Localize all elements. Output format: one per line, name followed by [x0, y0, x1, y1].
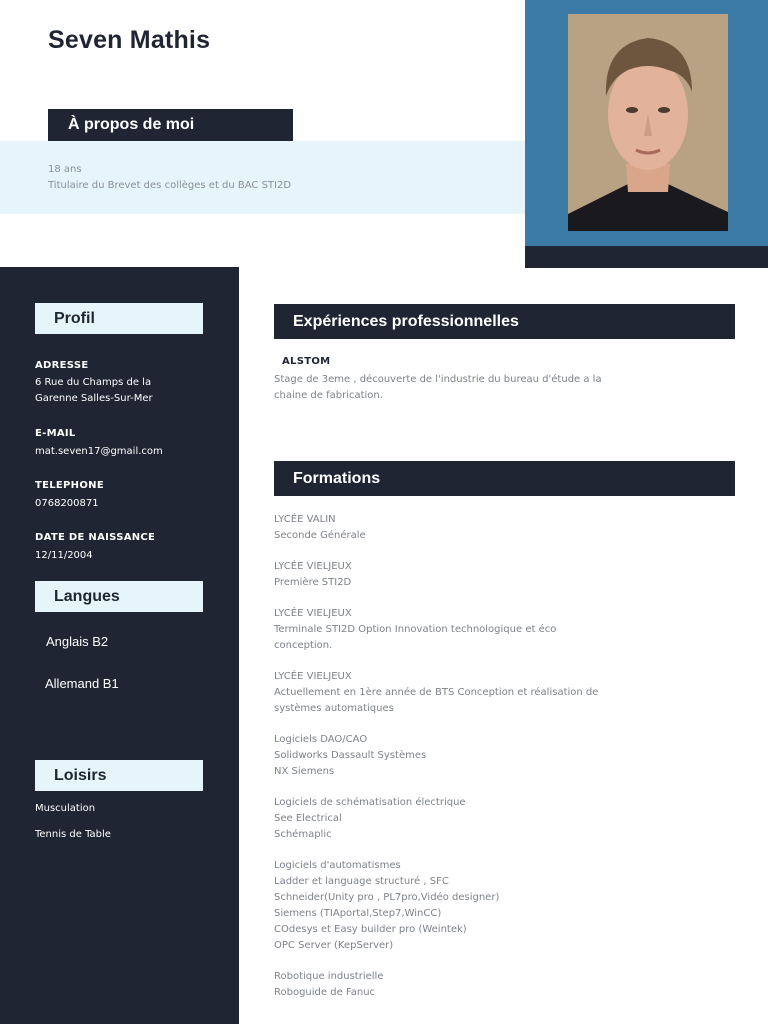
formation-line: Ladder et language structuré , SFC	[274, 876, 449, 887]
formation-line: See Electrical	[274, 813, 342, 824]
formation-line: Terminale STI2D Option Innovation technologique et éco	[274, 624, 557, 635]
formation-line: Première STI2D	[274, 577, 352, 588]
formation-line: Schneider(Unity pro , PL7pro,Vidéo designer)	[274, 892, 500, 903]
telephone-label: TELEPHONE	[35, 480, 104, 491]
about-age: 18 ans	[48, 164, 82, 175]
formation-line: Solidworks Dassault Systèmes	[274, 750, 427, 761]
formation-entry	[274, 795, 654, 843]
formation-line: Schémaplic	[274, 829, 332, 840]
telephone-value: 0768200871	[35, 498, 99, 509]
formation-entry	[274, 606, 654, 654]
experience-description	[274, 372, 634, 404]
formation-line: Logiciels DAO/CAO	[274, 734, 368, 745]
naissance-label: DATE DE NAISSANCE	[35, 532, 156, 543]
adresse-value	[35, 375, 153, 407]
formation-line: systèmes automatiques	[274, 703, 394, 714]
loisir-item: Musculation	[35, 803, 96, 814]
langue-item: Anglais B2	[46, 634, 109, 649]
formation-entry	[274, 969, 654, 1001]
adresse-line: Garenne Salles-Sur-Mer	[35, 393, 153, 404]
formation-entry	[274, 559, 654, 591]
formation-line: LYCÉE VIELJEUX	[274, 671, 352, 682]
email-label: E-MAIL	[35, 428, 76, 439]
about-text	[48, 162, 291, 194]
experience-desc-line: chaine de fabrication.	[274, 390, 383, 401]
formation-line: LYCÉE VIELJEUX	[274, 561, 352, 572]
profile-photo	[568, 14, 728, 231]
formation-entry	[274, 669, 654, 717]
formation-line: COdesys et Easy builder pro (Weintek)	[274, 924, 467, 935]
formation-line: Logiciels de schématisation électrique	[274, 797, 466, 808]
loisirs-section-title: Loisirs	[35, 760, 203, 791]
formation-line: conception.	[274, 640, 333, 651]
experience-desc-line: Stage de 3eme , découverte de l'industrie du bureau d'étude a la	[274, 374, 602, 385]
langue-item: Allemand B1	[45, 676, 119, 691]
candidate-name: Seven Mathis	[48, 26, 211, 54]
formation-line: OPC Server (KepServer)	[274, 940, 394, 951]
naissance-value: 12/11/2004	[35, 550, 93, 561]
photo-frame	[525, 0, 768, 268]
formation-line: LYCÉE VIELJEUX	[274, 608, 352, 619]
formation-line: Seconde Générale	[274, 530, 366, 541]
formation-entry	[274, 732, 654, 780]
loisir-item: Tennis de Table	[35, 829, 111, 840]
about-section-title: À propos de moi	[48, 109, 293, 141]
formations-list	[274, 512, 654, 1016]
email-value[interactable]: mat.seven17@gmail.com	[35, 446, 163, 457]
formation-line: Actuellement en 1ère année de BTS Conception et réalisation de	[274, 687, 599, 698]
experience-company: ALSTOM	[282, 356, 331, 367]
photo-frame-strip	[525, 246, 768, 268]
adresse-label: ADRESSE	[35, 360, 89, 371]
langues-section-title: Langues	[35, 581, 203, 612]
formation-line: Roboguide de Fanuc	[274, 987, 376, 998]
adresse-line: 6 Rue du Champs de la	[35, 377, 152, 388]
formation-line: NX Siemens	[274, 766, 335, 777]
formations-section-title: Formations	[274, 461, 735, 496]
formation-entry	[274, 512, 654, 544]
formation-entry	[274, 858, 654, 954]
formation-line: Robotique industrielle	[274, 971, 384, 982]
formation-line: LYCÉE VALIN	[274, 514, 336, 525]
profil-section-title: Profil	[35, 303, 203, 334]
formation-line: Siemens (TIAportal,Step7,WinCC)	[274, 908, 442, 919]
about-diploma: Titulaire du Brevet des collèges et du BAC STI2D	[48, 180, 292, 191]
formation-line: Logiciels d'automatismes	[274, 860, 401, 871]
experiences-section-title: Expériences professionnelles	[274, 304, 735, 339]
